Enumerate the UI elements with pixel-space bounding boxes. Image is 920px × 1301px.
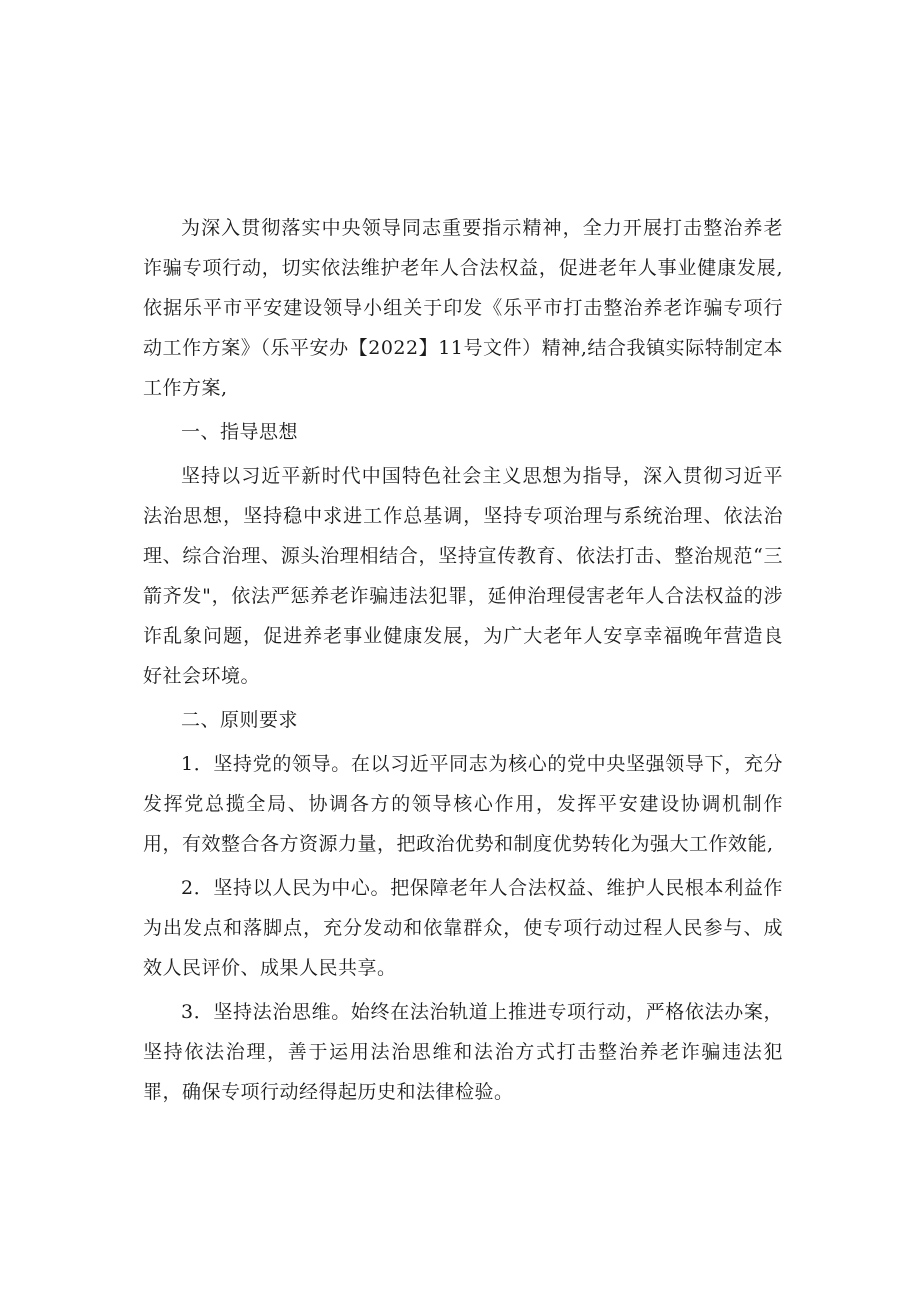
section-heading-principles: 二、原则要求 (181, 709, 299, 731)
principle-paragraph-1: 1．坚持党的领导。在以习近平同志为核心的党中央坚强领导下，充分发挥党总揽全局、协调各方的领导核心作用，发挥平安建设协调机制作用，有效整合各方资源力量，把政治优势和制度优势转化为强大工作效能, (143, 753, 783, 855)
guiding-ideology-paragraph: 坚持以习近平新时代中国特色社会主义思想为指导，深入贯彻习近平法治思想，坚持稳中求进工作总基调，坚持专项治理与系统治理、依法治理、综合治理、源头治理相结合，坚持宣传教育、依法打击、整治规范“三箭齐发"，依法严惩养老诈骗违法犯罪，延伸治理侵害老年人合法权益的涉诈乱象问题，促进养老事业健康发展，为广大老年人安享幸福晚年营造良好社会环境。 (143, 465, 783, 687)
principle-paragraph-2: 2．坚持以人民为中心。把保障老年人合法权益、维护人民根本利益作为出发点和落脚点，充分发动和依靠群众，使专项行动过程人民参与、成效人民评价、成果人民共享。 (143, 877, 783, 979)
document-body (143, 208, 783, 1112)
principle-paragraph-3: 3．坚持法治思维。始终在法治轨道上推进专项行动，严格依法办案，坚持依法治理，善于运用法治思维和法治方式打击整治养老诈骗违法犯罪，确保专项行动经得起历史和法律检验。 (143, 1001, 783, 1103)
intro-paragraph: 为深入贯彻落实中央领导同志重要指示精神，全力开展打击整治养老诈骗专项行动，切实依法维护老年人合法权益，促进老年人事业健康发展,依据乐平市平安建设领导小组关于印发《乐平市打击整治养老诈骗专项行动工作方案》（乐平安办【2022】11号文件）精神,结合我镇实际特制定本工作方案, (143, 217, 783, 399)
section-heading-guiding-ideology: 一、指导思想 (181, 421, 299, 443)
